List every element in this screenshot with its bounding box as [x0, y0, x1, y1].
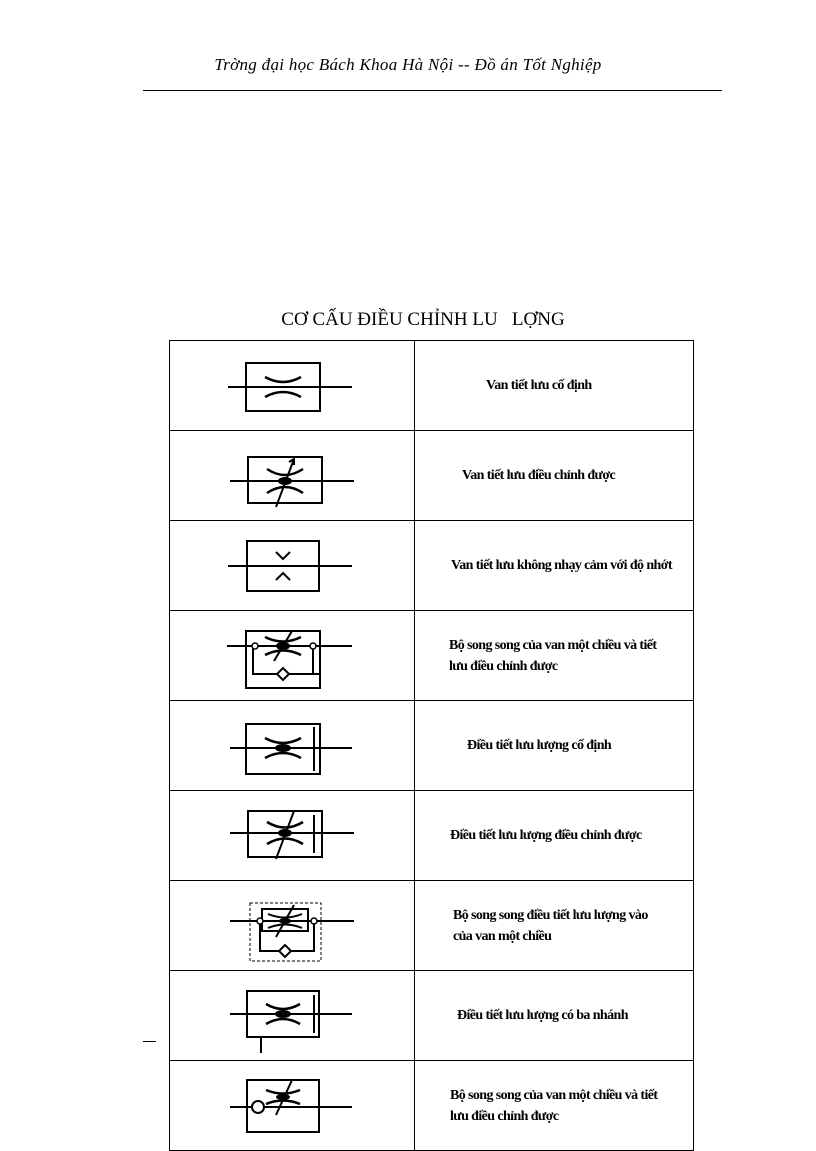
row-label: Van tiết lưu điều chỉnh được: [462, 468, 616, 483]
page-header: Trờng đại học Bách Khoa Hà Nội -- Đồ án Tốt Nghiệp: [214, 55, 602, 74]
adjustable-flow-control-icon: [170, 791, 414, 880]
parallel-flow-check-icon: [170, 881, 414, 970]
description-cell: [415, 1061, 694, 1151]
description-cell: [415, 791, 694, 881]
row-label: Điều tiết lưu lượng có ba nhánh: [457, 1008, 628, 1023]
symbol-cell: [170, 971, 415, 1061]
table-row: [170, 611, 694, 701]
description-cell: [415, 341, 694, 431]
table-row: [170, 701, 694, 791]
symbol-cell: [170, 611, 415, 701]
row-label: Bộ song song của van một chiều và tiết lưu điều chỉnh được: [449, 637, 657, 674]
header-divider: [143, 90, 722, 91]
fixed-throttle-valve-icon: [170, 341, 414, 430]
description-cell: [415, 521, 694, 611]
symbol-cell: [170, 341, 415, 431]
row-label: Van tiết lưu cố định: [486, 378, 592, 393]
table-row: [170, 971, 694, 1061]
symbol-cell: [170, 1061, 415, 1151]
viscosity-insensitive-valve-icon: [170, 521, 414, 610]
table-row: [170, 431, 694, 521]
description-cell: [415, 971, 694, 1061]
row-label: Van tiết lưu không nhạy cảm với độ nhớt: [451, 558, 672, 573]
symbol-table: [169, 340, 694, 1151]
fixed-flow-control-icon: [170, 701, 414, 790]
table-row: [170, 341, 694, 431]
description-cell: [415, 611, 694, 701]
table-row: [170, 791, 694, 881]
description-cell: [415, 431, 694, 521]
symbol-cell: [170, 791, 415, 881]
symbol-cell: [170, 521, 415, 611]
adjustable-throttle-valve-icon: [170, 431, 414, 520]
row-label: Điều tiết lưu lượng điều chỉnh được: [450, 828, 642, 843]
table-row: [170, 881, 694, 971]
description-cell: [415, 701, 694, 791]
parallel-check-throttle-icon: [170, 1061, 414, 1150]
footer-mark: [143, 1041, 156, 1042]
row-label: Bộ song song điều tiết lưu lượng vào của van một chiều: [453, 907, 648, 944]
section-title: CƠ CẤU ĐIỀU CHỈNH LU LỢNG: [281, 309, 565, 330]
symbol-cell: [170, 431, 415, 521]
symbol-cell: [170, 881, 415, 971]
row-label: Điều tiết lưu lượng cố định: [467, 738, 612, 753]
table-row: [170, 521, 694, 611]
table-row: [170, 1061, 694, 1151]
description-cell: [415, 881, 694, 971]
three-way-flow-control-icon: [170, 971, 414, 1060]
row-label: Bộ song song của van một chiều và tiết lưu điều chỉnh được: [450, 1087, 658, 1124]
parallel-check-throttle-icon: [170, 611, 414, 700]
symbol-cell: [170, 701, 415, 791]
